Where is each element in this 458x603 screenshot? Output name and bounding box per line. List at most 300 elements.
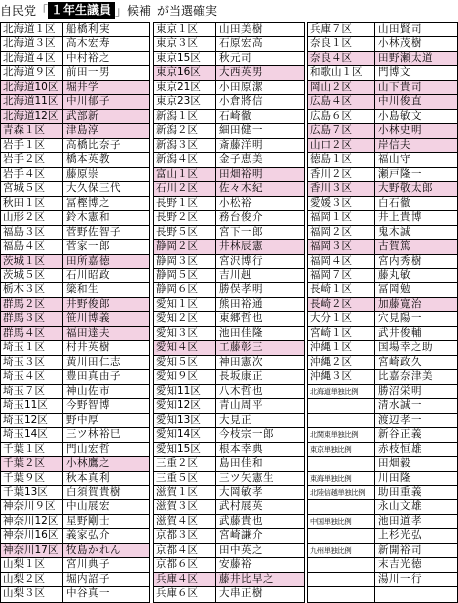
district-cell: 栃木３区 (1, 283, 63, 296)
candidate-name-cell: 宮下一郎 (219, 225, 263, 238)
district-cell: 北海道10区 (1, 81, 63, 94)
district-cell: 静岡６区 (154, 283, 216, 296)
table-row (308, 153, 457, 167)
district-cell: 長崎２区 (308, 298, 375, 311)
candidate-name-cell: 小林鷹之 (66, 457, 110, 470)
table-row (154, 52, 304, 66)
candidate-name-cell: 白須賀貴樹 (66, 486, 121, 498)
table-row (154, 544, 304, 558)
candidate-name-cell: 石崎徹 (219, 109, 252, 122)
district-cell: 北海道４区 (1, 52, 63, 65)
candidate-name-cell: 菅家一郎 (66, 240, 110, 253)
table-row (1, 399, 149, 413)
candidate-name-cell: 村井英樹 (66, 341, 110, 354)
table-row (308, 414, 457, 428)
district-cell: 大分１区 (308, 312, 375, 325)
candidate-name-cell: 武村展英 (219, 500, 263, 513)
candidate-name-cell: 藤井比早之 (219, 572, 274, 585)
table-row (308, 573, 457, 587)
candidate-name-cell: 今枝宗一郎 (219, 428, 274, 441)
district-cell: 沖縄２区 (308, 356, 375, 369)
table-row (1, 110, 149, 124)
district-cell: 静岡２区 (154, 240, 216, 253)
candidate-name-cell: 星野剛士 (66, 514, 110, 527)
table-row (1, 240, 149, 254)
district-cell: 福岡４区 (308, 255, 375, 268)
title-prefix: 自民党「 (0, 4, 49, 18)
district-cell: 和歌山１区 (308, 66, 375, 79)
candidate-name-cell: 井林辰憲 (219, 240, 263, 253)
candidate-name-cell: 宮崎謙介 (219, 529, 263, 542)
table-row (308, 385, 457, 399)
district-cell: 長野１区 (154, 197, 216, 210)
candidate-name-cell: 大見正 (219, 413, 252, 426)
district-cell (308, 500, 375, 513)
district-cell: 福島４区 (1, 240, 63, 253)
candidate-name-cell: 野中厚 (66, 413, 99, 426)
candidate-name-cell: 石川昭政 (66, 268, 110, 281)
table-row (154, 255, 304, 269)
table-row (154, 500, 304, 514)
district-cell: 東海単独比例 (308, 472, 375, 485)
district-cell: 兵庫４区 (154, 573, 216, 586)
district-cell: 山梨３区 (1, 587, 63, 601)
table-column (0, 22, 150, 603)
candidate-name-cell: 金子恵美 (219, 153, 263, 166)
candidate-name-cell: 佐々木紀 (219, 182, 263, 195)
table-row (308, 182, 457, 196)
candidate-name-cell: 青山周平 (219, 399, 263, 412)
table-row (1, 573, 149, 587)
table-column (307, 22, 458, 603)
table-row (154, 370, 304, 384)
table-row (308, 211, 457, 225)
table-row (154, 457, 304, 471)
district-cell: 埼玉３区 (1, 356, 63, 369)
candidate-name-cell: 簗和生 (66, 283, 99, 296)
table-row (308, 356, 457, 370)
candidate-name-cell: 橋本英教 (66, 153, 110, 166)
table-row (308, 370, 457, 384)
table-row (308, 139, 457, 153)
table-row (154, 529, 304, 543)
candidate-name-cell: 勝沼栄明 (378, 384, 422, 397)
candidate-name-cell: 助田重義 (378, 486, 422, 498)
table-row (154, 124, 304, 138)
district-cell: 長野２区 (154, 211, 216, 224)
district-cell: 群馬２区 (1, 298, 63, 311)
table-row (308, 269, 457, 283)
candidate-name-cell: 清水誠一 (378, 399, 422, 412)
candidate-name-cell: 川田隆 (378, 471, 411, 484)
table-row (154, 23, 304, 37)
district-cell: 山梨２区 (1, 573, 63, 586)
table-row (154, 486, 304, 500)
district-cell: 青森１区 (1, 124, 63, 137)
candidate-name-cell: 新谷正義 (378, 428, 422, 441)
district-cell: 東京15区 (154, 52, 216, 65)
candidate-name-cell: 藤原崇 (66, 167, 99, 180)
district-cell: 神奈川９区 (1, 500, 63, 513)
candidate-name-cell: 小倉將信 (219, 95, 263, 108)
table-row (308, 23, 457, 37)
candidate-name-cell: 大久保三代 (66, 182, 121, 195)
district-cell: 宮崎１区 (308, 327, 375, 340)
candidate-name-cell: 務台俊介 (219, 211, 263, 224)
table-row (154, 211, 304, 225)
table-row (308, 52, 457, 66)
table-row (308, 529, 457, 543)
district-cell: 北海道１区 (1, 23, 63, 36)
table-row (1, 226, 149, 240)
candidate-name-cell: 船橋利実 (66, 23, 110, 35)
table-column (153, 22, 305, 603)
district-cell: 神奈川17区 (1, 544, 63, 557)
table-row (1, 81, 149, 95)
table-row (1, 486, 149, 500)
district-cell: 神奈川12区 (1, 515, 63, 528)
district-cell: 滋賀１区 (154, 486, 216, 499)
district-cell: 愛知３区 (154, 327, 216, 340)
table-row (308, 226, 457, 240)
table-row (154, 341, 304, 355)
candidate-name-cell: 山下貴司 (378, 80, 422, 93)
candidate-name-cell: 武藤貴也 (219, 514, 263, 527)
district-cell: 東京３区 (154, 37, 216, 50)
district-cell: 福岡７区 (308, 269, 375, 282)
district-cell: 岡山２区 (308, 81, 375, 94)
candidate-name-cell: 大野敬太郎 (378, 182, 433, 195)
candidate-name-cell: 国場幸之助 (378, 341, 433, 354)
district-cell: 千葉２区 (1, 457, 63, 470)
table-row (154, 226, 304, 240)
table-row (1, 443, 149, 457)
district-cell: 三重２区 (154, 457, 216, 470)
candidate-name-cell: 堀内詔子 (66, 572, 110, 585)
district-cell: 秋田１区 (1, 197, 63, 210)
table-row (154, 356, 304, 370)
candidate-name-cell: 島田佳和 (219, 457, 263, 470)
candidate-name-cell: 牧島かれん (66, 543, 121, 556)
table-row (308, 500, 457, 514)
header-title (0, 0, 458, 22)
candidate-name-cell: 鈴木憲和 (66, 211, 110, 224)
table-row (1, 52, 149, 66)
candidate-name-cell: 今野智博 (66, 399, 110, 412)
table-row (1, 283, 149, 297)
candidate-name-cell: 神山佐市 (66, 384, 110, 397)
table-row (308, 110, 457, 124)
table-row (1, 168, 149, 182)
table-row (308, 197, 457, 211)
table-row (308, 558, 457, 572)
district-cell: 広島７区 (308, 124, 375, 137)
district-cell: 東京21区 (154, 81, 216, 94)
district-cell: 福岡２区 (308, 226, 375, 239)
candidate-name-cell: 高木宏寿 (66, 37, 110, 50)
table-row (1, 37, 149, 51)
table-row (1, 544, 149, 558)
district-cell: 岩手４区 (1, 168, 63, 181)
candidate-name-cell: 中村裕之 (66, 51, 110, 64)
district-cell: 埼玉４区 (1, 370, 63, 383)
candidate-name-cell: 中川俊直 (378, 95, 422, 108)
table-row (154, 66, 304, 80)
district-cell: 愛知１区 (154, 298, 216, 311)
district-cell: 福岡３区 (308, 240, 375, 253)
candidate-name-cell: 小島敏文 (378, 109, 422, 122)
candidate-name-cell: 田畑裕明 (219, 167, 263, 180)
candidate-name-cell: 小田原潔 (219, 80, 263, 93)
district-cell: 新潟３区 (154, 139, 216, 152)
candidate-name-cell: 門山宏哲 (66, 442, 110, 455)
table-row (154, 182, 304, 196)
candidate-name-cell: 根本幸典 (219, 442, 263, 455)
district-cell: 北関東単独比例 (308, 428, 375, 441)
candidate-name-cell: 池田道孝 (378, 514, 422, 527)
candidate-name-cell: 新開裕司 (378, 543, 422, 556)
table-row (154, 197, 304, 211)
table-row (154, 312, 304, 326)
district-cell: 香川２区 (308, 168, 375, 181)
table-row (1, 255, 149, 269)
candidate-name-cell: 瀬戸隆一 (378, 167, 422, 180)
district-cell: 千葉13区 (1, 486, 63, 499)
candidate-name-cell: 井上貴博 (378, 211, 422, 224)
candidate-name-cell: 秋元司 (219, 51, 252, 64)
candidate-name-cell: 石原宏高 (219, 37, 263, 50)
table-row (154, 515, 304, 529)
district-cell: 石川２区 (154, 182, 216, 195)
district-cell: 静岡５区 (154, 269, 216, 282)
candidate-name-cell: 豊田真由子 (66, 370, 121, 383)
candidate-name-cell: 福田達夫 (66, 326, 110, 339)
district-cell: 神奈川16区 (1, 529, 63, 542)
candidate-name-cell: 古賀篤 (378, 240, 411, 253)
title-suffix: 」候補 (115, 4, 152, 18)
table-row (1, 269, 149, 283)
district-cell: 群馬３区 (1, 312, 63, 325)
candidate-name-cell: 中山展宏 (66, 500, 110, 513)
district-cell: 愛媛３区 (308, 197, 375, 210)
district-cell (308, 558, 375, 571)
district-cell: 宮城５区 (1, 182, 63, 195)
candidate-name-cell: 長坂康正 (219, 370, 263, 383)
district-cell: 広島４区 (308, 95, 375, 108)
candidate-name-cell: 三ツ林裕巳 (66, 428, 121, 441)
district-cell: 愛知２区 (154, 312, 216, 325)
candidate-name-cell: 井野俊郎 (66, 297, 110, 310)
candidate-name-cell: 湯川一行 (378, 572, 422, 585)
district-cell: 広島６区 (308, 110, 375, 123)
district-cell: 京都６区 (154, 558, 216, 571)
district-cell: 愛知15区 (154, 443, 216, 456)
table-row (154, 139, 304, 153)
table-row (1, 341, 149, 355)
table-row (154, 269, 304, 283)
table-row (308, 341, 457, 355)
district-cell (308, 414, 375, 427)
district-cell: 北陸信越単独比例 (308, 486, 375, 499)
district-cell: 愛知14区 (154, 428, 216, 441)
district-cell: 茨城５区 (1, 269, 63, 282)
district-cell: 山形２区 (1, 211, 63, 224)
district-cell (308, 457, 375, 470)
candidate-name-cell: 冨樫博之 (66, 196, 110, 209)
table-row (154, 399, 304, 413)
candidate-name-cell: 冨岡勉 (378, 283, 411, 296)
district-cell: 北海道12区 (1, 110, 63, 123)
table-row (308, 544, 457, 558)
candidate-name-cell: 田野瀬太道 (378, 51, 433, 64)
candidate-name-cell: 福山守 (378, 153, 411, 166)
candidate-name-cell: 武井俊輔 (378, 326, 422, 339)
candidate-name-cell: 吉川赳 (219, 268, 252, 281)
table-row (308, 327, 457, 341)
candidate-name-cell: 東郷哲也 (219, 312, 263, 325)
district-cell: 岩手１区 (1, 139, 63, 152)
table-row (154, 110, 304, 124)
district-cell: 埼玉７区 (1, 385, 63, 398)
candidate-name-cell: 勝俣孝明 (219, 283, 263, 296)
table-row (308, 124, 457, 138)
candidate-name-cell: 秋本真利 (66, 471, 110, 484)
table-row (1, 385, 149, 399)
candidate-name-cell: 宮内秀樹 (378, 254, 422, 267)
table-row (1, 312, 149, 326)
candidate-name-cell: 堀井学 (66, 80, 99, 93)
candidate-name-cell: 黄川田仁志 (66, 355, 121, 368)
district-cell: 福島３区 (1, 226, 63, 239)
district-cell: 中国単独比例 (308, 515, 375, 528)
table-row (154, 298, 304, 312)
candidate-name-cell: 宮川典子 (66, 558, 110, 571)
district-cell: 愛知13区 (154, 414, 216, 427)
title-tail: が当選確実 (157, 4, 218, 18)
district-cell: 奈良４区 (308, 52, 375, 65)
candidate-name-cell: 上杉光弘 (378, 529, 422, 542)
table-row (1, 182, 149, 196)
table-row (154, 428, 304, 442)
candidate-name-cell: 武部新 (66, 109, 99, 122)
district-cell: 愛知11区 (154, 385, 216, 398)
district-cell: 九州単独比例 (308, 544, 375, 557)
district-cell: 愛知12区 (154, 399, 216, 412)
district-cell: 富山１区 (154, 168, 216, 181)
district-cell: 香川３区 (308, 182, 375, 195)
table-row (1, 529, 149, 543)
candidate-name-cell: 小林茂樹 (378, 37, 422, 50)
district-cell: 東京単独比例 (308, 443, 375, 456)
candidate-name-cell: 白石徹 (378, 196, 411, 209)
district-cell: 愛知５区 (154, 356, 216, 369)
table-row (154, 95, 304, 109)
district-cell: 滋賀３区 (154, 500, 216, 513)
table-row (154, 573, 304, 587)
district-cell: 静岡３区 (154, 255, 216, 268)
candidate-name-cell: 小松裕 (219, 196, 252, 209)
table-row (308, 168, 457, 182)
table-row (154, 81, 304, 95)
district-cell: 北海道９区 (1, 66, 63, 79)
table-row (308, 457, 457, 471)
candidate-name-cell: 笹川博義 (66, 312, 110, 325)
district-cell: 埼玉１区 (1, 341, 63, 354)
candidate-name-cell: 安藤裕 (219, 558, 252, 571)
candidate-name-cell: 比嘉奈津美 (378, 370, 433, 383)
candidate-name-cell: 山田賢司 (378, 23, 422, 35)
candidate-name-cell: 大岡敏孝 (219, 486, 263, 498)
candidate-name-cell: 田畑毅 (378, 457, 411, 470)
district-cell: 愛知４区 (154, 341, 216, 354)
candidate-name-cell: 義家弘介 (66, 529, 110, 542)
district-cell: 埼玉12区 (1, 414, 63, 427)
district-cell: 沖縄１区 (308, 341, 375, 354)
table-row (308, 443, 457, 457)
table-row (154, 240, 304, 254)
candidate-name-cell: 宮崎政久 (378, 355, 422, 368)
table-row (1, 197, 149, 211)
table-row (1, 23, 149, 37)
candidate-name-cell: 三ツ矢憲生 (219, 471, 274, 484)
district-cell: 沖縄３区 (308, 370, 375, 383)
candidate-name-cell: 八木哲也 (219, 384, 263, 397)
candidate-name-cell: 門博文 (378, 66, 411, 79)
table-row (308, 283, 457, 297)
candidate-name-cell: 加藤寛治 (378, 297, 422, 310)
candidate-name-cell: 池田佳隆 (219, 326, 263, 339)
district-cell: 兵庫７区 (308, 23, 375, 36)
table-row (308, 515, 457, 529)
table-row (154, 443, 304, 457)
table-row (1, 472, 149, 486)
district-cell: 三重５区 (154, 472, 216, 485)
table-row (308, 81, 457, 95)
candidate-name-cell: 神田憲次 (219, 355, 263, 368)
table-row (1, 124, 149, 138)
district-cell: 福岡１区 (308, 211, 375, 224)
table-row (308, 486, 457, 500)
district-cell: 東京１区 (154, 23, 216, 36)
table-row (154, 558, 304, 572)
table-row (308, 255, 457, 269)
table-row (1, 500, 149, 514)
table-row (154, 472, 304, 486)
candidate-name-cell: 前田一男 (66, 66, 110, 79)
table-row (1, 370, 149, 384)
district-cell: 東京16区 (154, 66, 216, 79)
district-cell: 京都４区 (154, 544, 216, 557)
district-cell: 千葉１区 (1, 443, 63, 456)
table-row (1, 211, 149, 225)
candidate-name-cell: 高橋比奈子 (66, 138, 121, 151)
candidate-name-cell: 岸信夫 (378, 138, 411, 151)
candidate-name-cell: 中川郁子 (66, 95, 110, 108)
table-row (308, 37, 457, 51)
candidate-name-cell: 小林史明 (378, 124, 422, 137)
table-row (1, 66, 149, 80)
candidate-name-cell: 大西英男 (219, 66, 263, 79)
district-cell: 北海道３区 (1, 37, 63, 50)
candidate-name-cell: 鬼木誠 (378, 225, 411, 238)
district-cell: 愛知９区 (154, 370, 216, 383)
district-cell: 山口２区 (308, 139, 375, 152)
district-cell: 京都３区 (154, 529, 216, 542)
table-row (154, 414, 304, 428)
candidate-name-cell: 渡辺孝一 (378, 413, 422, 426)
table-row (154, 153, 304, 167)
district-cell: 北海道11区 (1, 95, 63, 108)
